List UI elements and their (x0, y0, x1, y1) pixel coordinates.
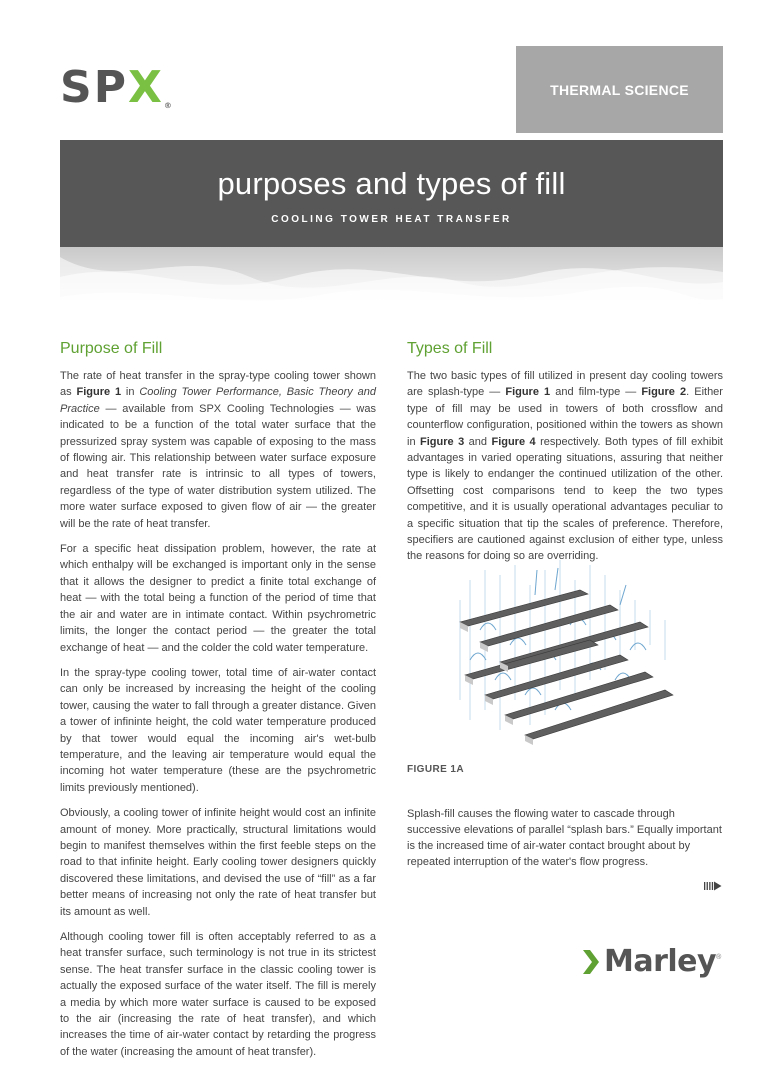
division-label: THERMAL SCIENCE (516, 46, 723, 133)
splash-fill-figure (440, 550, 690, 755)
title-banner (60, 140, 723, 247)
page-subtitle: COOLING TOWER HEAT TRANSFER (271, 214, 512, 225)
types-paragraph-1: The two basic types of fill utilized in present day cooling towers are splash-type — Figure 1 and film-type — Figure 2. Either type of fill may be used in towers of both crossflow and counterflow configuration, positioned within the towers as shown in Figure 3 and Figure 4 respectively. Both types of fill exhibit advantages in varied operating situations, assuring that neither type is likely to endanger the continued utilization of the other. Offsetting cost comparisons tend to keep the two types competitive, and it is usually operational advantages peculiar to a specific situation that tip the scales of preference. Therefore, specifiers are cautioned against exclusion of either type, unless the reasons for doing so are overriding. (407, 370, 723, 563)
page-title: purposes and types of fill (217, 166, 566, 201)
marley-brand-name: Marley (604, 944, 717, 979)
purpose-paragraph-1: The rate of heat transfer in the spray-type cooling tower shown as Figure 1 in Cooling Tower Performance, Basic Theory and Practice — available from SPX Cooling Technologies — was indicated to be a function of the total water surface that the pressurized spray system was capable of exposing to the mass of flowing air. This relationship between water surface exposure and heat transfer rate is intrinsic to all types of towers, regardless of the type of water distribution system utilized. The more water surface exposed to given flow of air — the greater will be the rate of heat transfer. (60, 370, 376, 530)
figure-caption: Splash-fill causes the flowing water to cascade through successive elevations of parallel “splash bars.” Equally important is the increased time of air-water contact brought about by repeated interruption of the water's flow progress. (407, 808, 722, 868)
marley-logo: Marley ® (583, 944, 721, 979)
purpose-paragraph-5: Although cooling tower fill is often acceptably referred to as a heat transfer surface, such terminology is not true in its strictest sense. The heat transfer surface in the classic cooling tower is actually the exposed surface of the water itself. The fill is merely a media by which more water surface is caused to be exposed to the air (increasing the rate of heat transfer), and which increases the time of air-water contact by retarding the progress of the water (increasing the amount of heat transfer). (60, 931, 376, 1058)
right-column (407, 340, 723, 574)
purpose-heading: Purpose of Fill (60, 340, 163, 357)
decorative-wave-band (60, 247, 723, 327)
purpose-paragraph-4: Obviously, a cooling tower of infinite height would cost an infinite amount of money. More practically, structural limitations would begin to manifest themselves within the first feeble steps on the road to that infinite height. Early cooling tower designers quickly discovered these limitations, and devised the use of “fill” as a far better means of increasing not only the rate of heat transfer but its amount as well. (60, 807, 376, 918)
purpose-paragraph-3: In the spray-type cooling tower, total time of air-water contact can only be increased by increasing the height of the cooling tower, causing the water to fall through a greater distance. Given a tower of infininte height, the cold water temperature produced by that tower would equal the incoming air's wet-bulb temperature, and the leaving air temperature would equal the incoming hot water temperature (these are the psychrometric limits previously mentioned). (60, 666, 376, 794)
left-column (60, 340, 376, 1069)
marley-chevron-icon (583, 950, 599, 974)
purpose-paragraph-2: For a specific heat dissipation problem, however, the rate at which enthalpy will be exchanged is important only in the sense that it allows the designer to predict a finite total exchange of heat — with the total being a function of the period of time that the air and water are in intimate contact. Within psychrometric limits, the longer the contact period — the greater the total exchange of heat — and the colder the cold water temperature. (60, 543, 376, 654)
figure-label: FIGURE 1A (407, 764, 464, 775)
types-heading: Types of Fill (407, 340, 493, 357)
continue-arrow-icon[interactable] (704, 880, 722, 894)
spx-logo: SPX® (60, 62, 172, 113)
